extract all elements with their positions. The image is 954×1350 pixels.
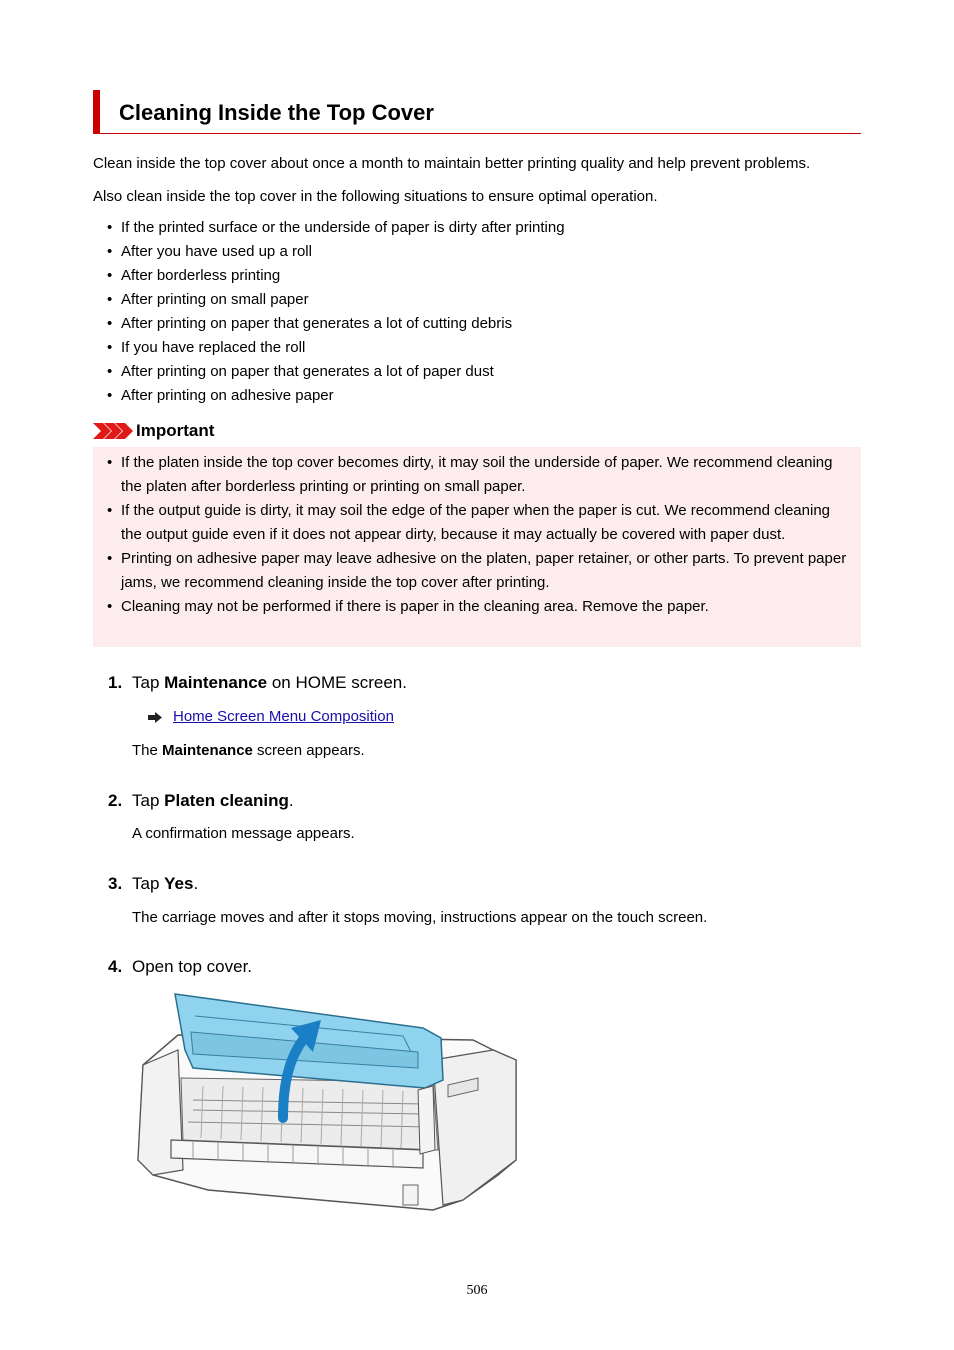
list-item: • After printing on adhesive paper	[93, 386, 565, 410]
step-text: Tap	[132, 791, 165, 810]
step-2	[108, 790, 294, 812]
list-item: • If the output guide is dirty, it may soil the edge of the paper when the paper is cut. We recommend cleaning the output guide even if it does not appear dirty, because it may actually be covered with paper dust.	[93, 499, 861, 547]
step-bold: Maintenance	[164, 673, 268, 692]
page-content	[93, 90, 861, 976]
list-item: • After printing on small paper	[93, 290, 565, 314]
step-text: Tap	[132, 874, 165, 893]
step-bold: Yes	[164, 874, 194, 893]
step-2-result: A confirmation message appears.	[132, 825, 355, 842]
page-heading	[93, 90, 861, 134]
list-item: • If the printed surface or the underside of paper is dirty after printing	[93, 218, 565, 242]
important-list	[93, 447, 861, 619]
step-3	[108, 873, 198, 895]
list-item: • Printing on adhesive paper may leave adhesive on the platen, paper retainer, or other parts. To prevent paper jams, we recommend cleaning inside the top cover after printing.	[93, 547, 861, 595]
page-number: 506	[466, 1283, 488, 1298]
link-row	[148, 707, 394, 727]
intro-paragraph: Clean inside the top cover about once a month to maintain better printing quality and help prevent problems.	[93, 155, 811, 172]
step-3-result: The carriage moves and after it stops moving, instructions appear on the touch screen.	[132, 909, 708, 926]
intro-paragraph: Also clean inside the top cover in the following situations to ensure optimal operation.	[93, 188, 658, 205]
important-chevrons-icon	[93, 423, 133, 439]
situations-list	[93, 218, 565, 410]
step-text: Open top cover.	[132, 957, 253, 976]
list-item: • After printing on paper that generates a lot of paper dust	[93, 362, 565, 386]
step-number: 4.	[108, 957, 123, 976]
list-item: • If you have replaced the roll	[93, 338, 565, 362]
step-4	[108, 956, 252, 978]
step-number: 1.	[108, 673, 123, 692]
arrow-right-icon	[148, 712, 162, 723]
list-item: • After borderless printing	[93, 266, 565, 290]
step-number: 3.	[108, 874, 123, 893]
list-item: • After you have used up a roll	[93, 242, 565, 266]
step-text: on HOME screen.	[267, 673, 407, 692]
step-text: Tap	[132, 673, 165, 692]
step-text: .	[288, 791, 294, 810]
step-number: 2.	[108, 791, 123, 810]
step-1-result: The Maintenance screen appears.	[132, 742, 365, 759]
step-bold: Platen cleaning	[164, 791, 289, 810]
list-item: • After printing on paper that generates a lot of cutting debris	[93, 314, 565, 338]
important-label: Important	[136, 421, 215, 440]
list-item: • Cleaning may not be performed if there is paper in the cleaning area. Remove the paper.	[93, 595, 861, 619]
page-title: Cleaning Inside the Top Cover	[119, 100, 434, 125]
step-1	[108, 672, 407, 694]
printer-top-cover-illustration	[133, 990, 523, 1216]
step-text: .	[193, 874, 199, 893]
home-screen-menu-link[interactable]: Home Screen Menu Composition	[173, 708, 394, 725]
list-item: • If the platen inside the top cover becomes dirty, it may soil the underside of paper. We recommend cleaning the platen after borderless printing or printing on small paper.	[93, 451, 861, 499]
important-box	[93, 447, 861, 647]
